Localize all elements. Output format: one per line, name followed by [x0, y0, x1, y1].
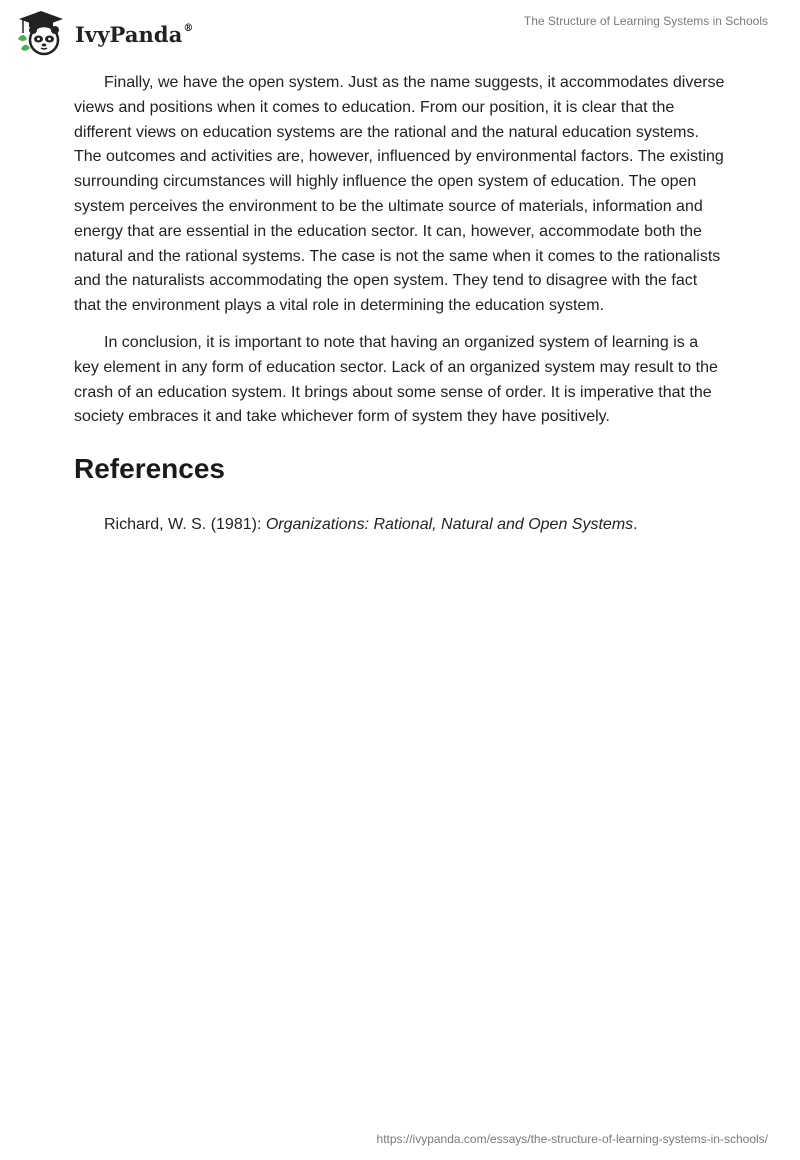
references-heading: References	[74, 453, 225, 485]
reference-entry	[74, 513, 726, 537]
page-header	[0, 0, 800, 60]
running-title: The Structure of Learning Systems in Schools	[523, 14, 768, 28]
body-paragraph: Finally, we have the open system. Just as the name suggests, it accommodates diverse views and positions when it comes to education. From our position, it is clear that the different views on education systems are the rational and the natural education systems. The outcomes and activities are, however, influenced by environmental factors. The existing surrounding circumstances will highly influence the open system of education. The open system perceives the environment to be the ultimate source of materials, information and energy that are essential in the education sector. It can, however, accommodate both the natural and the rational systems. The case is not the same when it comes to the rationalists and the naturalists accommodating the open system. They tend to disagree with the fact that the environment plays a vital role in determining the education system.	[74, 74, 725, 315]
reference-author-year: Richard, W. S. (1981):	[104, 516, 266, 534]
registered-mark: ®	[183, 22, 194, 34]
reference-title: Organizations: Rational, Natural and Open Systems	[265, 516, 634, 534]
panda-graduation-cap-icon	[15, 9, 67, 57]
brand-name	[75, 22, 194, 47]
body-paragraph: In conclusion, it is important to note that having an organized system of learning is a key element in any form of education sector. Lack of an organized system may result to the crash of an education system. It brings about some sense of order. It is imperative that the society embraces it and take whichever form of system they have positively.	[74, 333, 718, 426]
brand-name-text: IvyPanda	[75, 21, 183, 47]
ivypanda-logo[interactable]	[15, 8, 194, 58]
source-url[interactable]: https://ivypanda.com/essays/the-structure-of-learning-systems-in-schools/	[376, 1132, 768, 1146]
essay-content	[74, 71, 726, 537]
reference-end: .	[633, 516, 638, 534]
